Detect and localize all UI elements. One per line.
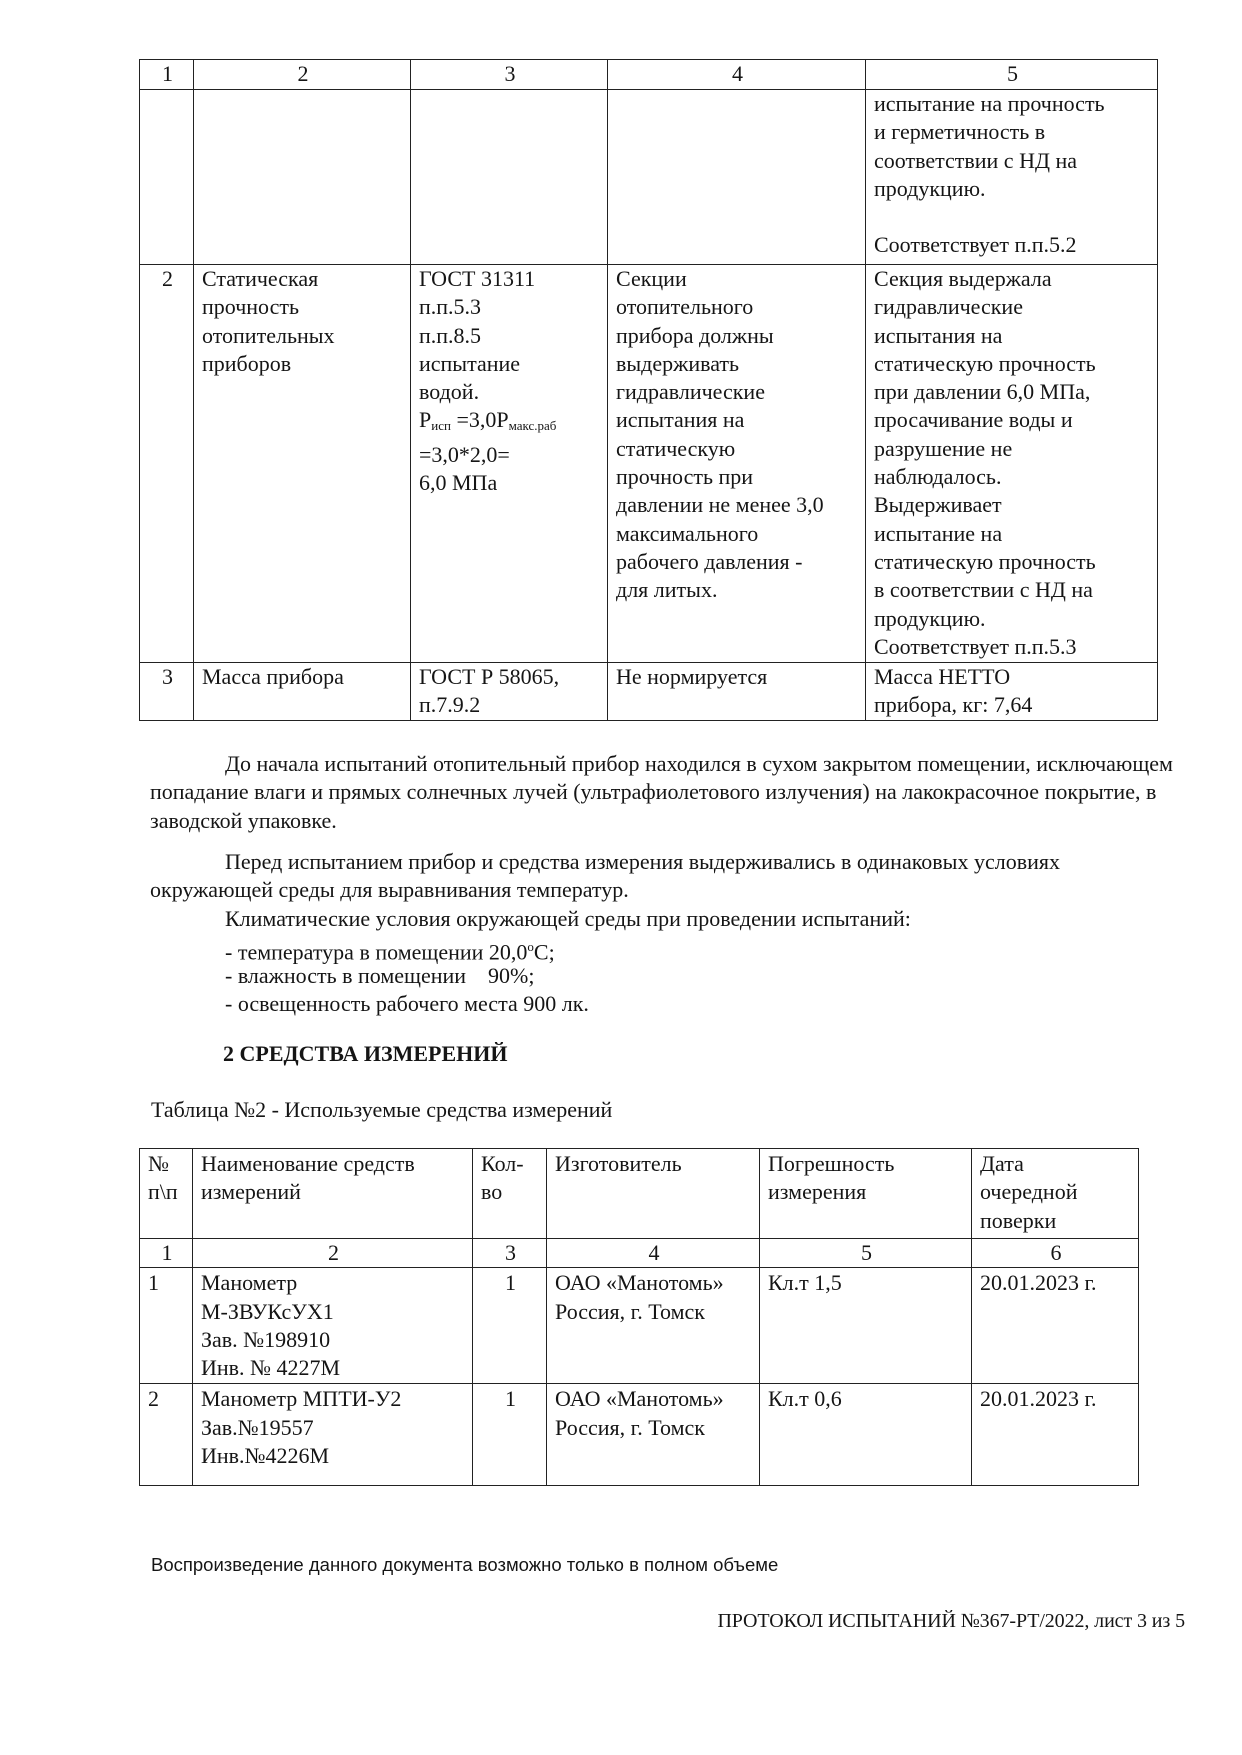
formula-middle: =3,0Р [450,407,509,433]
illumination-line: - освещенность рабочего места 900 лк. [225,991,589,1016]
measuring-instruments-table [139,1148,1139,1486]
formula-result: =3,0*2,0= 6,0 МПа [419,441,510,496]
parameter-name: Статическая прочность отопительных приборов [194,265,411,663]
section-title: 2 СРЕДСТВА ИЗМЕРЕНИЙ [223,1041,508,1066]
instrument-quantity: 1 [473,1268,547,1384]
instrument-verification-date: 20.01.2023 г. [972,1268,1139,1384]
requirement [608,90,866,265]
requirement: Секции отопительного прибора должны выдерживать гидравлические испытания на статическую прочность при давлении не менее 3,0 максимального рабочего давления - для литых. [608,265,866,663]
row-number: 2 [140,1384,193,1486]
row-number: 1 [140,1268,193,1384]
table1-colnum-2: 2 [194,60,411,90]
instrument-manufacturer: ОАО «Манотомь» Россия, г. Томск [547,1268,760,1384]
formula-subscript-max: макс.раб [508,418,557,434]
table-row [140,663,1158,721]
header-manufacturer: Изготовитель [547,1149,760,1239]
test-method: ГОСТ Р 58065, п.7.9.2 [411,663,608,721]
test-result: Секция выдержала гидравлические испытания на статическую прочность при давлении 6,0 МПа, просачивание воды и разрушение не наблюдалось. Выдерживает испытание на статическую прочность в соответствии с НД на продукцию. Соответствует п.п.5.3 [866,265,1158,663]
row-number: 2 [140,265,194,663]
table1-colnum-5: 5 [866,60,1158,90]
table2-colnum-4: 4 [547,1239,760,1268]
instrument-verification-date: 20.01.2023 г. [972,1384,1139,1486]
page-footer: ПРОТОКОЛ ИСПЫТАНИЙ №367-РТ/2022, лист 3 из 5 [717,1610,1185,1632]
table2-colnum-2: 2 [193,1239,473,1268]
row-number [140,90,194,265]
test-pressure-formula [419,406,601,440]
temperature-text: - температура в помещении 20,0 [225,939,528,965]
table2-colnum-3: 3 [473,1239,547,1268]
header-verification-date: Дата очередной поверки [972,1149,1139,1239]
reproduction-note: Воспроизведение данного документа возможно только в полном объеме [151,1554,779,1575]
acclimatization-paragraph: Перед испытанием прибор и средства измерения выдерживались в одинаковых условиях окружающей среды для выравнивания температур. [150,849,1060,903]
table-row [140,265,1158,663]
test-results-table [139,59,1158,721]
climate-conditions-heading: Климатические условия окружающей среды при проведении испытаний: [225,906,911,931]
parameter-name: Масса прибора [194,663,411,721]
storage-conditions-paragraph: До начала испытаний отопительный прибор находился в сухом закрытом помещении, исключающем попадание влаги и прямых солнечных лучей (ультрафиолетового излучения) на лакокрасочное покрытие, в заводской упаковке. [150,751,1173,833]
temperature-unit: С; [533,939,555,965]
table2-header-row [140,1149,1139,1239]
table1-colnum-1: 1 [140,60,194,90]
header-instrument-name: Наименование средств измерений [193,1149,473,1239]
table2-caption: Таблица №2 - Используемые средства измерений [151,1097,613,1122]
table-row [140,1384,1139,1486]
test-method [411,90,608,265]
table1-column-numbers [140,60,1158,90]
requirement: Не нормируется [608,663,866,721]
table2-colnum-1: 1 [140,1239,193,1268]
header-quantity: Кол- во [473,1149,547,1239]
instrument-accuracy: Кл.т 1,5 [760,1268,972,1384]
test-result: испытание на прочность и герметичность в соответствии с НД на продукцию. Соответствует п.п.5.2 [866,90,1158,265]
table1-colnum-4: 4 [608,60,866,90]
instrument-name: Манометр М-ЗВУКсУХ1 Зав. №198910 Инв. № 4227М [193,1268,473,1384]
test-method [411,265,608,663]
test-method-standard: ГОСТ 31311 п.п.5.3 п.п.8.5 испытание водой. [419,266,536,405]
formula-subscript-test: исп [431,418,451,434]
table2-colnum-6: 6 [972,1239,1139,1268]
row-number: 3 [140,663,194,721]
table-row [140,90,1158,265]
table2-column-numbers [140,1239,1139,1268]
header-number: № п\п [140,1149,193,1239]
test-result: Масса НЕТТО прибора, кг: 7,64 [866,663,1158,721]
table-row [140,1268,1139,1384]
formula-p: Р [419,407,432,433]
header-measurement-error: Погрешность измерения [760,1149,972,1239]
table1-colnum-3: 3 [411,60,608,90]
instrument-accuracy: Кл.т 0,6 [760,1384,972,1486]
instrument-manufacturer: ОАО «Манотомь» Россия, г. Томск [547,1384,760,1486]
parameter-name [194,90,411,265]
humidity-line: - влажность в помещении 90%; [225,963,535,988]
degree-sign: o [527,939,534,954]
instrument-quantity: 1 [473,1384,547,1486]
instrument-name: Манометр МПТИ-У2 Зав.№19557 Инв.№4226М [193,1384,473,1486]
table2-colnum-5: 5 [760,1239,972,1268]
